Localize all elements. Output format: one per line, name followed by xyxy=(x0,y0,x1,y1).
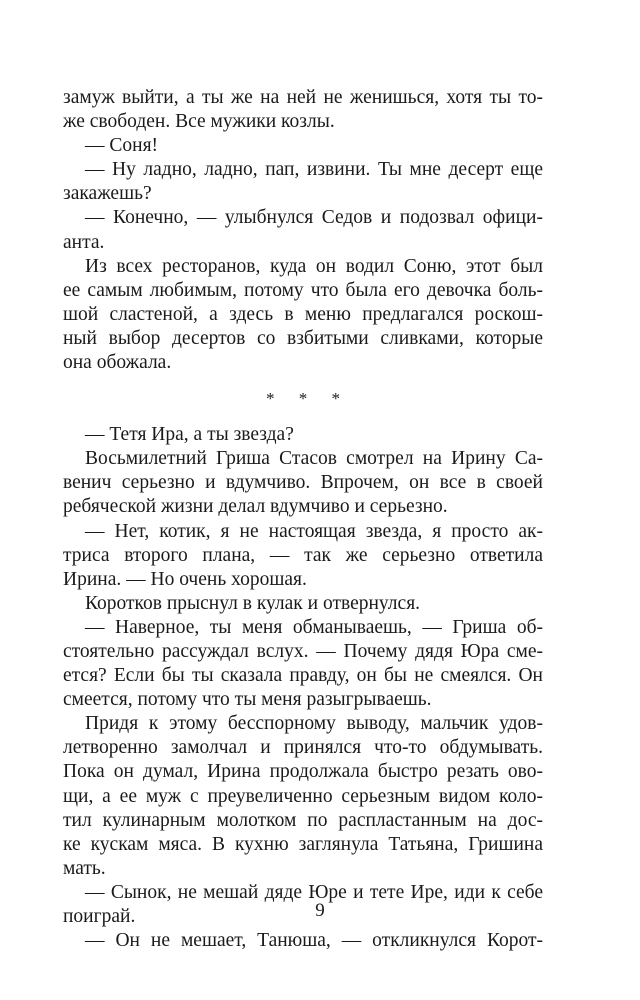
section-separator: * * * xyxy=(266,389,350,409)
text-line: ке кускам мяса. В кухню заглянула Татьяна, Гришина xyxy=(63,833,543,855)
page-number: 9 xyxy=(315,900,325,921)
text-line: — Ну ладно, ладно, пап, извини. Ты мне десерт еще xyxy=(85,159,543,181)
text-section-restaurant xyxy=(63,86,543,375)
text-line: закажешь? xyxy=(63,183,152,205)
book-page-body xyxy=(63,86,543,953)
text-line: Коротков прыснул в кулак и отвернулся. xyxy=(85,592,421,614)
text-line: летворенно замолчал и принялся что-то обдумывать. xyxy=(63,737,543,759)
text-line: шой сластеной, а здесь в меню предлагался роскош- xyxy=(63,303,543,325)
text-line: смеется, потому что ты меня разыгрываешь. xyxy=(63,689,432,711)
text-line: венич серьезно и вдумчиво. Впрочем, он все в своей xyxy=(63,472,543,494)
text-line: ребяческой жизни делал вдумчиво и серьезно. xyxy=(63,496,448,518)
text-line: — Тетя Ира, а ты звезда? xyxy=(85,424,294,446)
text-line: Восьмилетний Гриша Стасов смотрел на Ирину Са- xyxy=(85,448,543,470)
text-line: — Наверное, ты меня обманываешь, — Гриша об- xyxy=(85,616,543,638)
text-line: поиграй. xyxy=(63,906,136,927)
text-line: Из всех ресторанов, куда он водил Соню, этот был xyxy=(85,255,543,277)
text-line: замуж выйти, а ты же на ней не женишься, хотя ты то- xyxy=(63,87,543,108)
text-line: — Сынок, не мешай дяде Юре и тете Ире, иди к себе xyxy=(85,881,543,903)
text-line: щи, а ее муж с преувеличенно серьезным видом коло- xyxy=(63,785,543,807)
text-line: — Нет, котик, я не настоящая звезда, я просто ак- xyxy=(85,520,543,542)
text-line: анта. xyxy=(63,231,105,253)
text-line: же свободен. Все мужики козлы. xyxy=(63,111,335,133)
text-section-kitchen xyxy=(63,423,543,953)
text-line: — Он не мешает, Танюша, — откликнулся Корот- xyxy=(85,930,543,952)
text-line: мать. xyxy=(63,857,106,879)
text-line: ее самым любимым, потому что была его девочка боль- xyxy=(63,279,543,301)
text-line: ный выбор десертов со взбитыми сливками, которые xyxy=(63,327,543,349)
text-line: Пока он думал, Ирина продолжала быстро резать ово- xyxy=(63,761,543,783)
text-line: Придя к этому бесспорному выводу, мальчик удов- xyxy=(85,713,543,735)
text-line: тил кулинарным молотком по распластанным на дос- xyxy=(63,809,543,831)
text-line: Ирина. — Но очень хорошая. xyxy=(63,568,307,590)
text-line: триса второго плана, — так же серьезно ответила xyxy=(63,544,543,566)
text-line: она обожала. xyxy=(63,352,172,374)
text-line: стоятельно рассуждал вслух. — Почему дядя Юра сме- xyxy=(63,640,543,662)
text-line: ется? Если бы ты сказала правду, он бы не смеялся. Он xyxy=(63,665,543,687)
text-line: — Конечно, — улыбнулся Седов и подозвал офици- xyxy=(85,207,543,229)
text-line: — Соня! xyxy=(85,135,159,157)
